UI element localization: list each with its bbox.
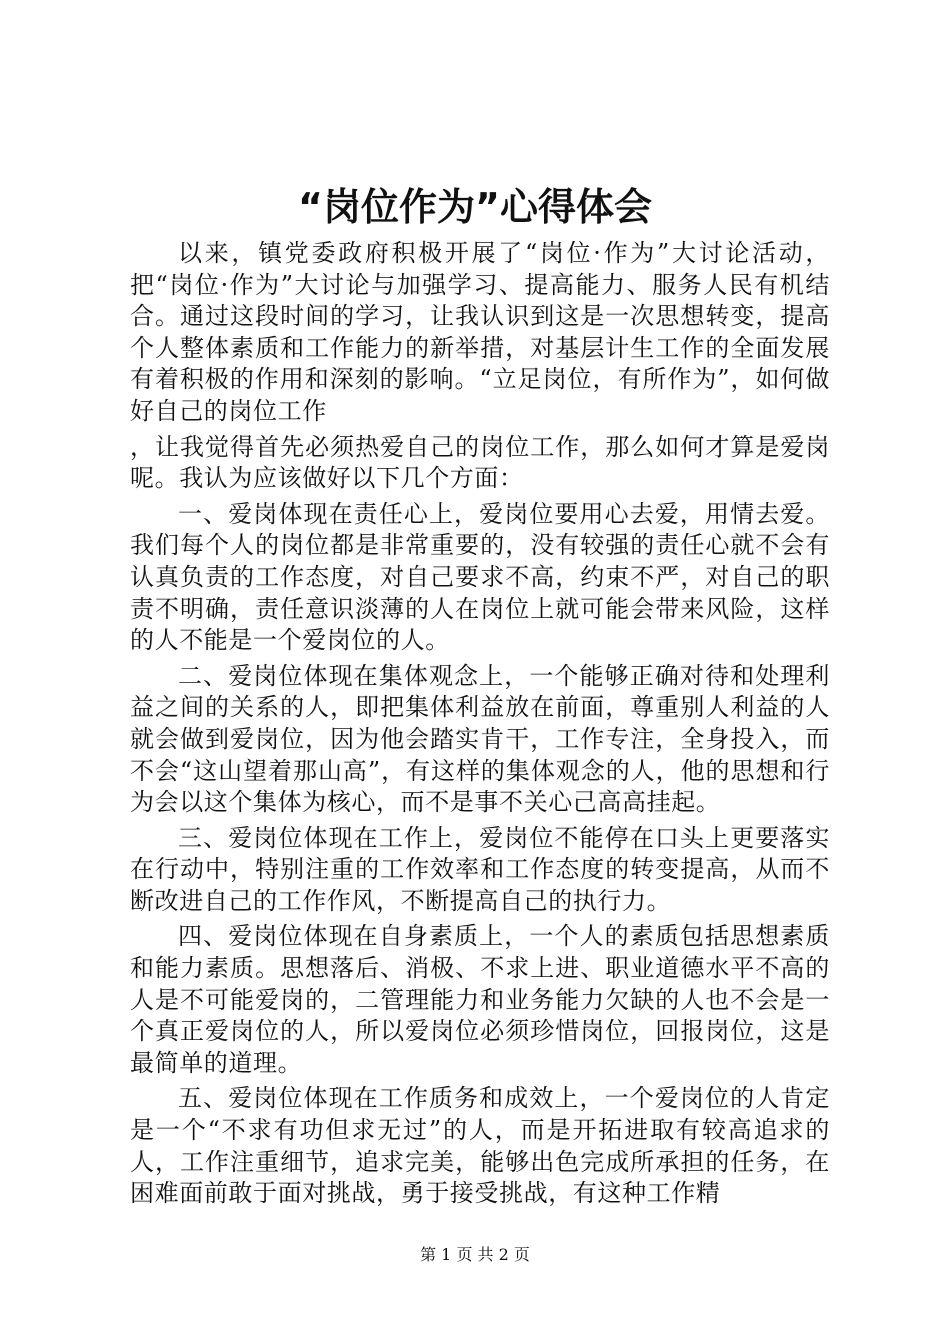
paragraph-intro: 以来，镇党委政府积极开展了“岗位·作为”大讨论活动，把“岗位·作为”大讨论与加强学习、提高能力、服务人民有机结合。通过这段时间的学习，让我认识到这是一次思想转变，提高个人整体素质和工作能力的新举措，对基层计生工作的全面发展有着积极的作用和深刻的影响。“立足岗位，有所作为”，如何做好自己的岗位工作 [130,239,830,425]
paragraph-continuation: ，让我觉得首先必须热爱自己的岗位工作，那么如何才算是爱岗呢。我认为应该做好以下几个方面： [130,432,830,493]
page-footer: 第 1 页 共 2 页 [420,1245,530,1264]
document-title: “岗位作为”心得体会 [298,185,652,229]
paragraph-point-1: 一、爱岗体现在责任心上，爱岗位要用心去爱，用情去爱。我们每个人的岗位都是非常重要的，没有较强的责任心就不会有认真负责的工作态度，对自己要求不高，约束不严，对自己的职责不明确，责任意识淡薄的人在岗位上就可能会带来风险，这样的人不能是一个爱岗位的人。 [130,499,830,655]
paragraph-point-5: 五、爱岗位体现在工作质务和成效上，一个爱岗位的人肯定是一个“不求有功但求无过”的人，而是开拓进取有较高追求的人，工作注重细节，追求完美，能够出色完成所承担的任务，在困难面前敢于面对挑战，勇于接受挑战，有这种工作精 [130,1084,830,1208]
paragraph-point-2: 二、爱岗位体现在集体观念上，一个能够正确对待和处理利益之间的关系的人，即把集体利益放在前面，尊重别人利益的人就会做到爱岗位，因为他会踏实肯干，工作专注，全身投入，而不会“这山望着那山高”，有这样的集体观念的人，他的思想和行为会以这个集体为核心，而不是事不关心己高高挂起。 [130,661,830,817]
document-body [130,238,830,1214]
paragraph-point-4: 四、爱岗位体现在自身素质上，一个人的素质包括思想素质和能力素质。思想落后、消极、不求上进、职业道德水平不高的人是不可能爱岗的，二管理能力和业务能力欠缺的人也不会是一个真正爱岗位的人，所以爱岗位必须珍惜岗位，回报岗位，这是最简单的道理。 [130,922,830,1077]
paragraph-point-3: 三、爱岗位体现在工作上，爱岗位不能停在口头上更要落实在行动中，特别注重的工作效率和工作态度的转变提高，从而不断改进自己的工作作风，不断提高自己的执行力。 [130,823,830,915]
